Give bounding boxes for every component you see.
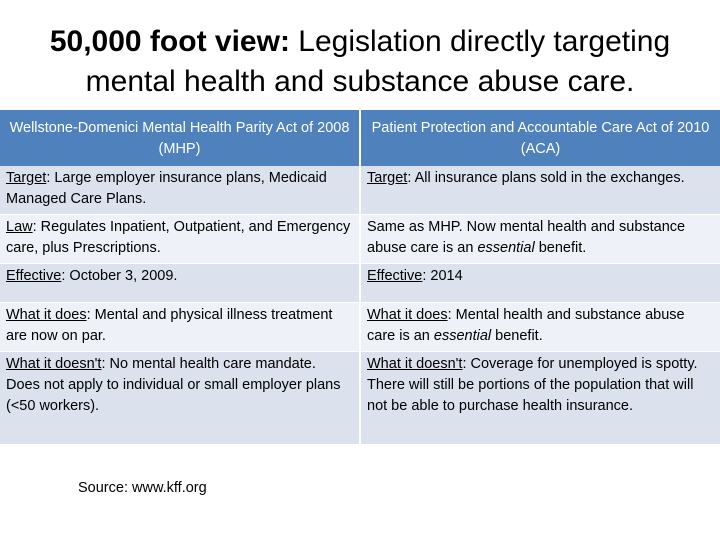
cell-aca-target xyxy=(360,166,720,215)
table-row-what-it-does xyxy=(0,303,720,352)
text-mhp-law: : Regulates Inpatient, Outpatient, and Emergency care, plus Prescriptions. xyxy=(6,219,351,256)
text-aca-does-a: : Mental health and substance abuse care is an xyxy=(367,307,685,344)
header-aca: Patient Protection and Accountable Care Act of 2010 (ACA) xyxy=(360,110,720,166)
cell-mhp-effective xyxy=(0,264,360,303)
text-mhp-does: : Mental and physical illness treatment are now on par. xyxy=(6,307,333,344)
text-aca-law-b: benefit. xyxy=(534,240,587,256)
text-mhp-doesnt: : No mental health care mandate. Does not apply to individual or small employer plans (<50 workers). xyxy=(6,356,341,414)
text-aca-does-emph: essential xyxy=(433,328,492,344)
text-aca-law-a: Same as MHP. Now mental health and substance abuse care is an xyxy=(367,219,686,256)
table-row-effective xyxy=(0,264,720,303)
cell-aca-law xyxy=(360,215,720,264)
label-effective: Effective xyxy=(6,268,62,284)
text-mhp-effective: : October 3, 2009. xyxy=(61,268,178,284)
text-mhp-target: : Large employer insurance plans, Medicaid Managed Care Plans. xyxy=(6,170,327,207)
label-what-it-doesnt: What it doesn't xyxy=(367,356,463,372)
comparison-table xyxy=(0,110,720,445)
table-row-law xyxy=(0,215,720,264)
cell-aca-does xyxy=(360,303,720,352)
label-target: Target xyxy=(6,170,47,186)
text-aca-effective: : 2014 xyxy=(422,268,463,284)
slide-title xyxy=(20,22,700,102)
cell-mhp-law xyxy=(0,215,360,264)
cell-aca-doesnt xyxy=(360,352,720,445)
text-aca-doesnt: : Coverage for unemployed is spotty. There will still be portions of the population that will not be able to purchase health insurance. xyxy=(367,356,698,414)
cell-mhp-doesnt xyxy=(0,352,360,445)
header-mhp: Wellstone-Domenici Mental Health Parity Act of 2008 (MHP) xyxy=(0,110,360,166)
text-aca-does-b: benefit. xyxy=(491,328,543,344)
table-row-what-it-doesnt xyxy=(0,352,720,445)
label-what-it-doesnt: What it doesn't xyxy=(6,356,102,372)
label-what-it-does: What it does xyxy=(6,307,87,323)
source-citation: Source: www.kff.org xyxy=(78,480,207,496)
label-law: Law xyxy=(6,219,33,235)
table-row-target xyxy=(0,166,720,215)
table-header-row xyxy=(0,110,720,166)
label-target: Target xyxy=(367,170,408,186)
cell-mhp-does xyxy=(0,303,360,352)
cell-aca-effective xyxy=(360,264,720,303)
cell-mhp-target xyxy=(0,166,360,215)
slide-title-bold: 50,000 foot view: xyxy=(49,25,290,58)
text-aca-law-emph: essential xyxy=(477,240,535,256)
text-aca-target: : All insurance plans sold in the exchanges. xyxy=(407,170,685,186)
slide-title-rest: Legislation directly targeting mental health and substance abuse care. xyxy=(85,25,671,98)
label-what-it-does: What it does xyxy=(367,307,448,323)
label-effective: Effective xyxy=(367,268,423,284)
